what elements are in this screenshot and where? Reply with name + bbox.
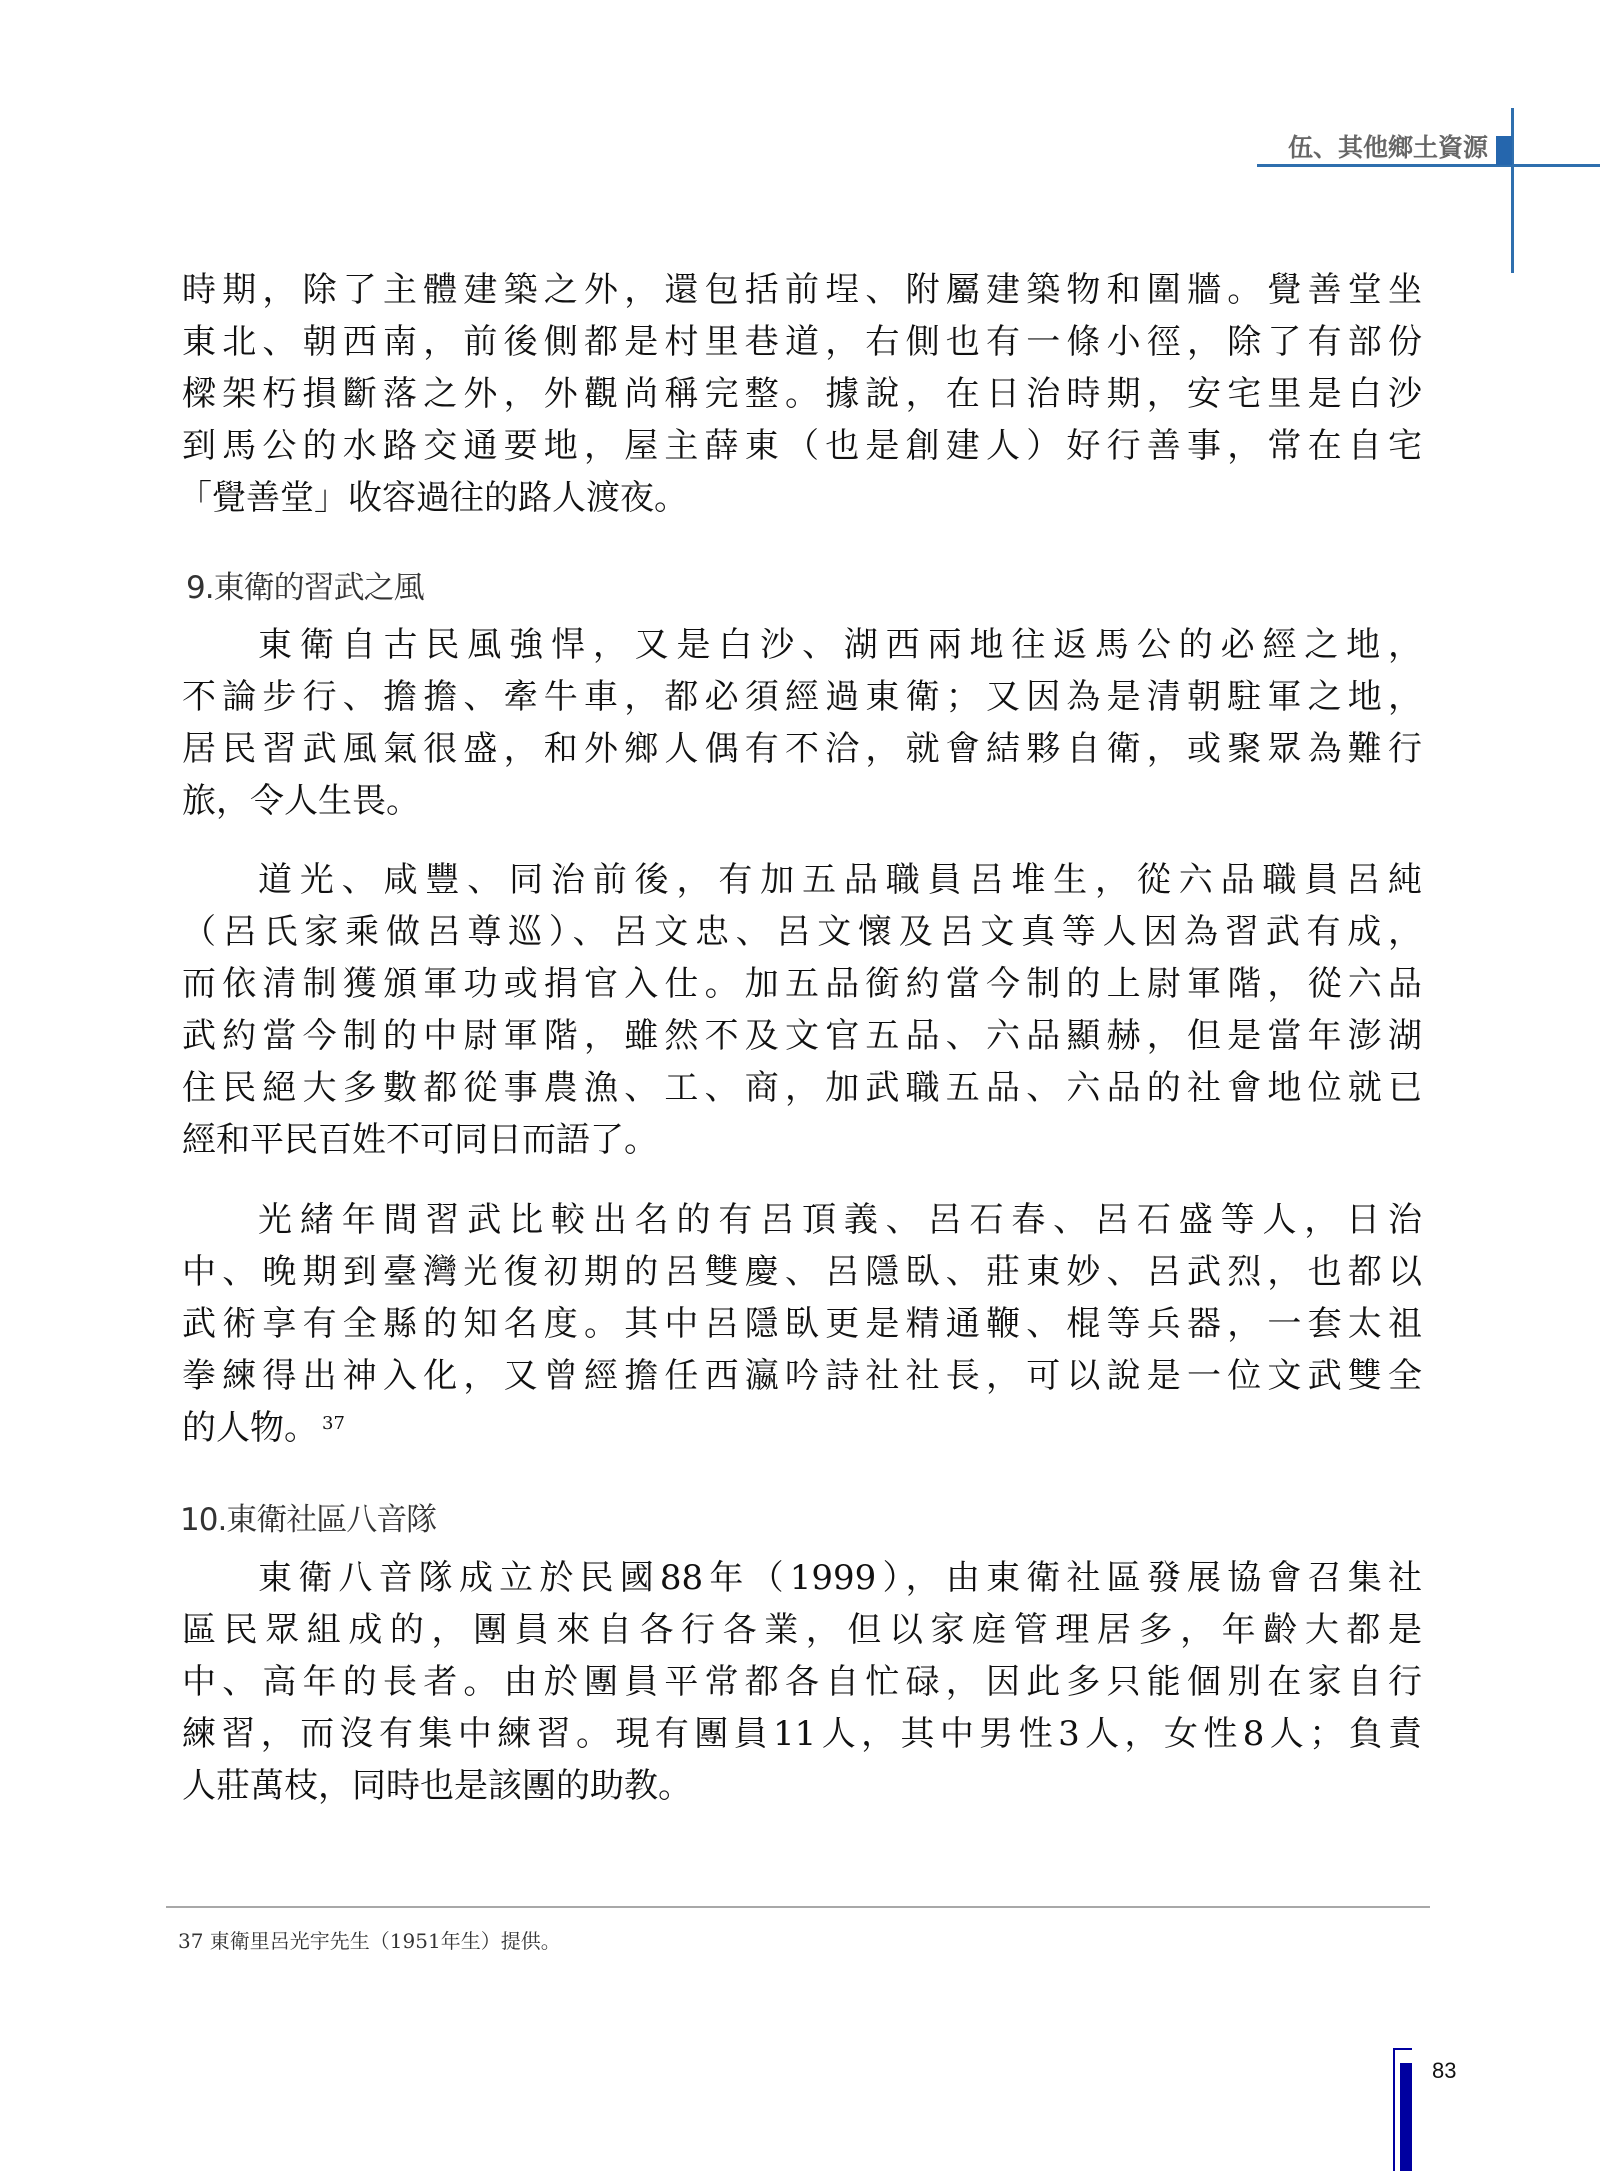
text-line: 「覺善堂」收容過往的路人渡夜。	[178, 478, 688, 518]
section-heading-9: 9.東衛的習武之風	[186, 570, 424, 606]
text-line: 不論步行、擔擔、牽牛車，都必須經過東衛；又因為是清朝駐軍之地，	[182, 677, 1422, 717]
footnote-reference[interactable]: 37	[322, 1413, 345, 1434]
page-marker-bar	[1400, 2063, 1412, 2171]
text-line-with-footnote	[182, 1408, 1422, 1448]
text-line: 武約當今制的中尉軍階，雖然不及文官五品、六品顯赫，但是當年澎湖	[182, 1016, 1422, 1056]
page-marker-line	[1393, 2048, 1395, 2171]
text-line: 武術享有全縣的知名度。其中呂隱臥更是精通鞭、棍等兵器，一套太祖	[182, 1304, 1422, 1344]
footnote-text: 37 東衛里呂光宇先生（1951年生）提供。	[178, 1929, 561, 1953]
text-line: 光緒年間習武比較出名的有呂頂義、呂石春、呂石盛等人，日治	[258, 1200, 1422, 1240]
page-marker-cap	[1393, 2048, 1412, 2050]
text-line: 樑架朽損斷落之外，外觀尚稱完整。據說，在日治時期，安宅里是白沙	[182, 374, 1422, 414]
text-line: 居民習武風氣很盛，和外鄉人偶有不洽，就會結夥自衛，或聚眾為難行	[182, 729, 1422, 769]
text-line: 中、高年的長者。由於團員平常都各自忙碌，因此多只能個別在家自行	[182, 1662, 1422, 1702]
text-line: 的人物。	[182, 1408, 318, 1448]
text-line: 東衛自古民風強悍，又是白沙、湖西兩地往返馬公的必經之地，	[258, 625, 1422, 665]
text-line: 到馬公的水路交通要地，屋主薛東（也是創建人）好行善事，常在自宅	[182, 426, 1422, 466]
text-line: 東衛八音隊成立於民國88年（1999），由東衛社區發展協會召集社	[258, 1558, 1422, 1598]
section-heading-10: 10.東衛社區八音隊	[180, 1502, 437, 1538]
page-number: 83	[1432, 2058, 1457, 2083]
text-line: 拳練得出神入化，又曾經擔任西瀛吟詩社社長，可以說是一位文武雙全	[182, 1356, 1422, 1396]
text-line: 經和平民百姓不可同日而語了。	[182, 1120, 658, 1160]
text-line: （呂氏家乘做呂尊巡）、呂文忠、呂文懷及呂文真等人因為習武有成，	[182, 912, 1422, 952]
text-line: 道光、咸豐、同治前後，有加五品職員呂堆生，從六品職員呂純	[258, 860, 1422, 900]
chapter-header-title: 伍、其他鄉土資源	[1288, 133, 1489, 162]
header-vertical-line	[1511, 108, 1514, 273]
footnote-divider	[166, 1906, 1430, 1908]
text-line: 區民眾組成的，團員來自各行各業，但以家庭管理居多，年齡大都是	[182, 1610, 1422, 1650]
text-line: 時期，除了主體建築之外，還包括前埕、附屬建築物和圍牆。覺善堂坐	[182, 270, 1422, 310]
text-line: 而依清制獲頒軍功或捐官入仕。加五品銜約當今制的上尉軍階，從六品	[182, 964, 1422, 1004]
text-line: 人莊萬枝，同時也是該團的助教。	[182, 1766, 692, 1806]
header-accent-block	[1496, 136, 1512, 165]
text-line: 練習，而沒有集中練習。現有團員11人，其中男性3人，女性8人；負責	[182, 1714, 1422, 1754]
text-line: 旅，令人生畏。	[182, 781, 420, 821]
text-line: 中、晚期到臺灣光復初期的呂雙慶、呂隱臥、莊東妙、呂武烈，也都以	[182, 1252, 1422, 1292]
text-line: 住民絕大多數都從事農漁、工、商，加武職五品、六品的社會地位就已	[182, 1068, 1422, 1108]
header-rule	[1257, 164, 1600, 167]
text-line: 東北、朝西南，前後側都是村里巷道，右側也有一條小徑，除了有部份	[182, 322, 1422, 362]
